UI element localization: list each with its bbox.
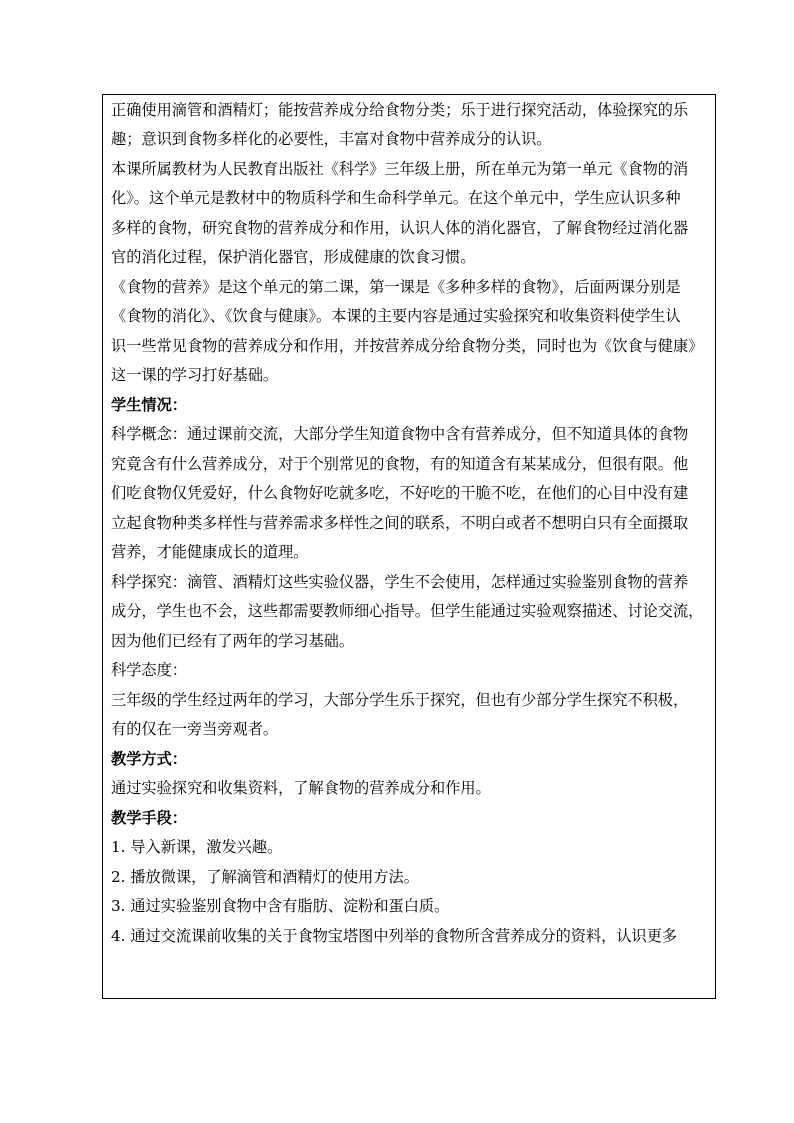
text-line: 通过实验探究和收集资料，了解食物的营养成分和作用。 xyxy=(111,779,491,797)
text-line: 化》。这个单元是教材中的物质科学和生命科学单元。在这个单元中，学生应认识多种 xyxy=(111,189,681,207)
lesson-plan-table-cell xyxy=(102,94,716,999)
text-line: 三年级的学生经过两年的学习，大部分学生乐于探究，但也有少部分学生探究不积极， xyxy=(111,691,689,709)
list-item: 4. 通过交流课前收集的关于食物宝塔图中列举的食物所含营养成分的资料，认识更多 xyxy=(111,927,678,945)
text-line: 本课所属教材为人民教育出版社《科学》三年级上册，所在单元为第一单元《食物的消 xyxy=(111,160,689,178)
list-item: 1. 导入新课，激发兴趣。 xyxy=(111,838,283,856)
text-line: 官的消化过程，保护消化器官，形成健康的饮食习惯。 xyxy=(111,248,476,266)
text-line: 们吃食物仅凭爱好，什么食物好吃就多吃，不好吃的干脆不吃，在他们的心目中没有建 xyxy=(111,484,689,502)
text-line: 因为他们已经有了两年的学习基础。 xyxy=(111,632,354,650)
list-item: 2. 播放微课，了解滴管和酒精灯的使用方法。 xyxy=(111,868,419,886)
text-line: 科学态度： xyxy=(111,661,187,679)
text-line: 《食物的营养》是这个单元的第二课，第一课是《多种多样的食物》，后面两课分别是 xyxy=(111,278,681,296)
text-line: 科学探究：滴管、酒精灯这些实验仪器，学生不会使用，怎样通过实验鉴别食物的营养 xyxy=(111,573,689,591)
text-line: 立起食物种类多样性与营养需求多样性之间的联系，不明白或者不想明白只有全面摄取 xyxy=(111,514,689,532)
section-heading-teaching-means: 教学手段： xyxy=(111,809,187,827)
text-line: 营养，才能健康成长的道理。 xyxy=(111,543,309,561)
section-heading-teaching-method: 教学方式： xyxy=(111,750,187,768)
list-item: 3. 通过实验鉴别食物中含有脂肪、淀粉和蛋白质。 xyxy=(111,897,450,915)
text-line: 趣；意识到食物多样化的必要性，丰富对食物中营养成分的认识。 xyxy=(111,130,552,148)
text-line: 成分，学生也不会，这些都需要教师细心指导。但学生能通过实验观察描述、讨论交流， xyxy=(111,602,704,620)
text-line: 正确使用滴管和酒精灯；能按营养成分给食物分类；乐于进行探究活动，体验探究的乐 xyxy=(111,101,689,119)
text-line: 这一课的学习打好基础。 xyxy=(111,366,279,384)
text-line: 究竟含有什么营养成分，对于个别常见的食物，有的知道含有某某成分，但很有限。他 xyxy=(111,455,689,473)
text-line: 识一些常见食物的营养成分和作用，并按营养成分给食物分类，同时也为《饮食与健康》 xyxy=(111,337,704,355)
text-line: 科学概念：通过课前交流，大部分学生知道食物中含有营养成分，但不知道具体的食物 xyxy=(111,425,689,443)
text-line: 有的仅在一旁当旁观者。 xyxy=(111,720,279,738)
text-line: 《食物的消化》、《饮食与健康》。本课的主要内容是通过实验探究和收集资料使学生认 xyxy=(111,307,681,325)
text-line: 多样的食物，研究食物的营养成分和作用，认识人体的消化器官，了解食物经过消化器 xyxy=(111,219,689,237)
section-heading-student-situation: 学生情况： xyxy=(111,396,187,414)
